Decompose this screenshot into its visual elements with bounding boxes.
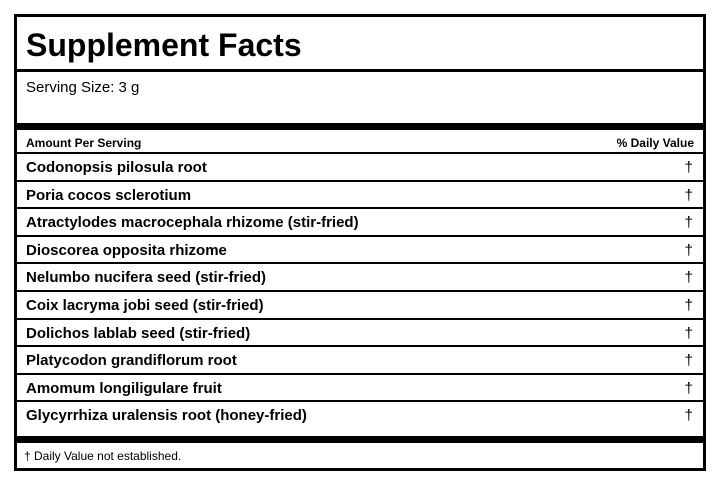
ingredient-name: Coix lacryma jobi seed (stir-fried) bbox=[26, 296, 264, 314]
supplement-facts-panel bbox=[14, 14, 706, 471]
ingredient-row bbox=[17, 237, 703, 265]
ingredient-name: Glycyrrhiza uralensis root (honey-fried) bbox=[26, 407, 307, 425]
ingredient-row bbox=[17, 375, 703, 403]
ingredient-row bbox=[17, 264, 703, 292]
ingredient-row bbox=[17, 320, 703, 348]
ingredient-name: Nelumbo nucifera seed (stir-fried) bbox=[26, 269, 267, 287]
ingredient-name: Platycodon grandiflorum root bbox=[26, 352, 237, 370]
ingredient-list bbox=[17, 154, 703, 430]
ingredient-row bbox=[17, 182, 703, 210]
panel-title: Supplement Facts bbox=[26, 27, 302, 63]
ingredient-daily-value: † bbox=[684, 407, 693, 425]
ingredient-name: Atractylodes macrocephala rhizome (stir-fried) bbox=[26, 214, 359, 232]
ingredient-daily-value: † bbox=[684, 186, 693, 204]
ingredient-daily-value: † bbox=[684, 159, 693, 176]
daily-value-header: % Daily Value bbox=[616, 136, 694, 150]
ingredient-row bbox=[17, 292, 703, 320]
ingredient-row bbox=[17, 154, 703, 182]
ingredient-row bbox=[17, 209, 703, 237]
ingredient-name: Dioscorea opposita rhizome bbox=[26, 241, 227, 259]
ingredient-daily-value: † bbox=[684, 296, 693, 314]
ingredient-name: Amomum longiligulare fruit bbox=[26, 379, 222, 397]
ingredient-daily-value: † bbox=[684, 214, 693, 232]
serving-size: Serving Size: 3 g bbox=[26, 79, 140, 96]
ingredient-name: Poria cocos sclerotium bbox=[26, 186, 192, 204]
ingredient-daily-value: † bbox=[684, 379, 693, 397]
amount-per-serving-header: Amount Per Serving bbox=[26, 136, 142, 150]
title-divider bbox=[17, 69, 703, 72]
ingredient-daily-value: † bbox=[684, 352, 693, 370]
ingredient-daily-value: † bbox=[684, 241, 693, 259]
ingredient-name: Dolichos lablab seed (stir-fried) bbox=[26, 324, 251, 342]
column-header-row bbox=[17, 130, 703, 154]
thick-divider-top bbox=[17, 123, 703, 130]
footnote: † Daily Value not established. bbox=[24, 449, 182, 463]
ingredient-daily-value: † bbox=[684, 269, 693, 287]
ingredient-daily-value: † bbox=[684, 324, 693, 342]
ingredient-name: Codonopsis pilosula root bbox=[26, 159, 207, 176]
thick-divider-bottom bbox=[17, 436, 703, 443]
ingredient-row bbox=[17, 347, 703, 375]
ingredient-row bbox=[17, 402, 703, 430]
